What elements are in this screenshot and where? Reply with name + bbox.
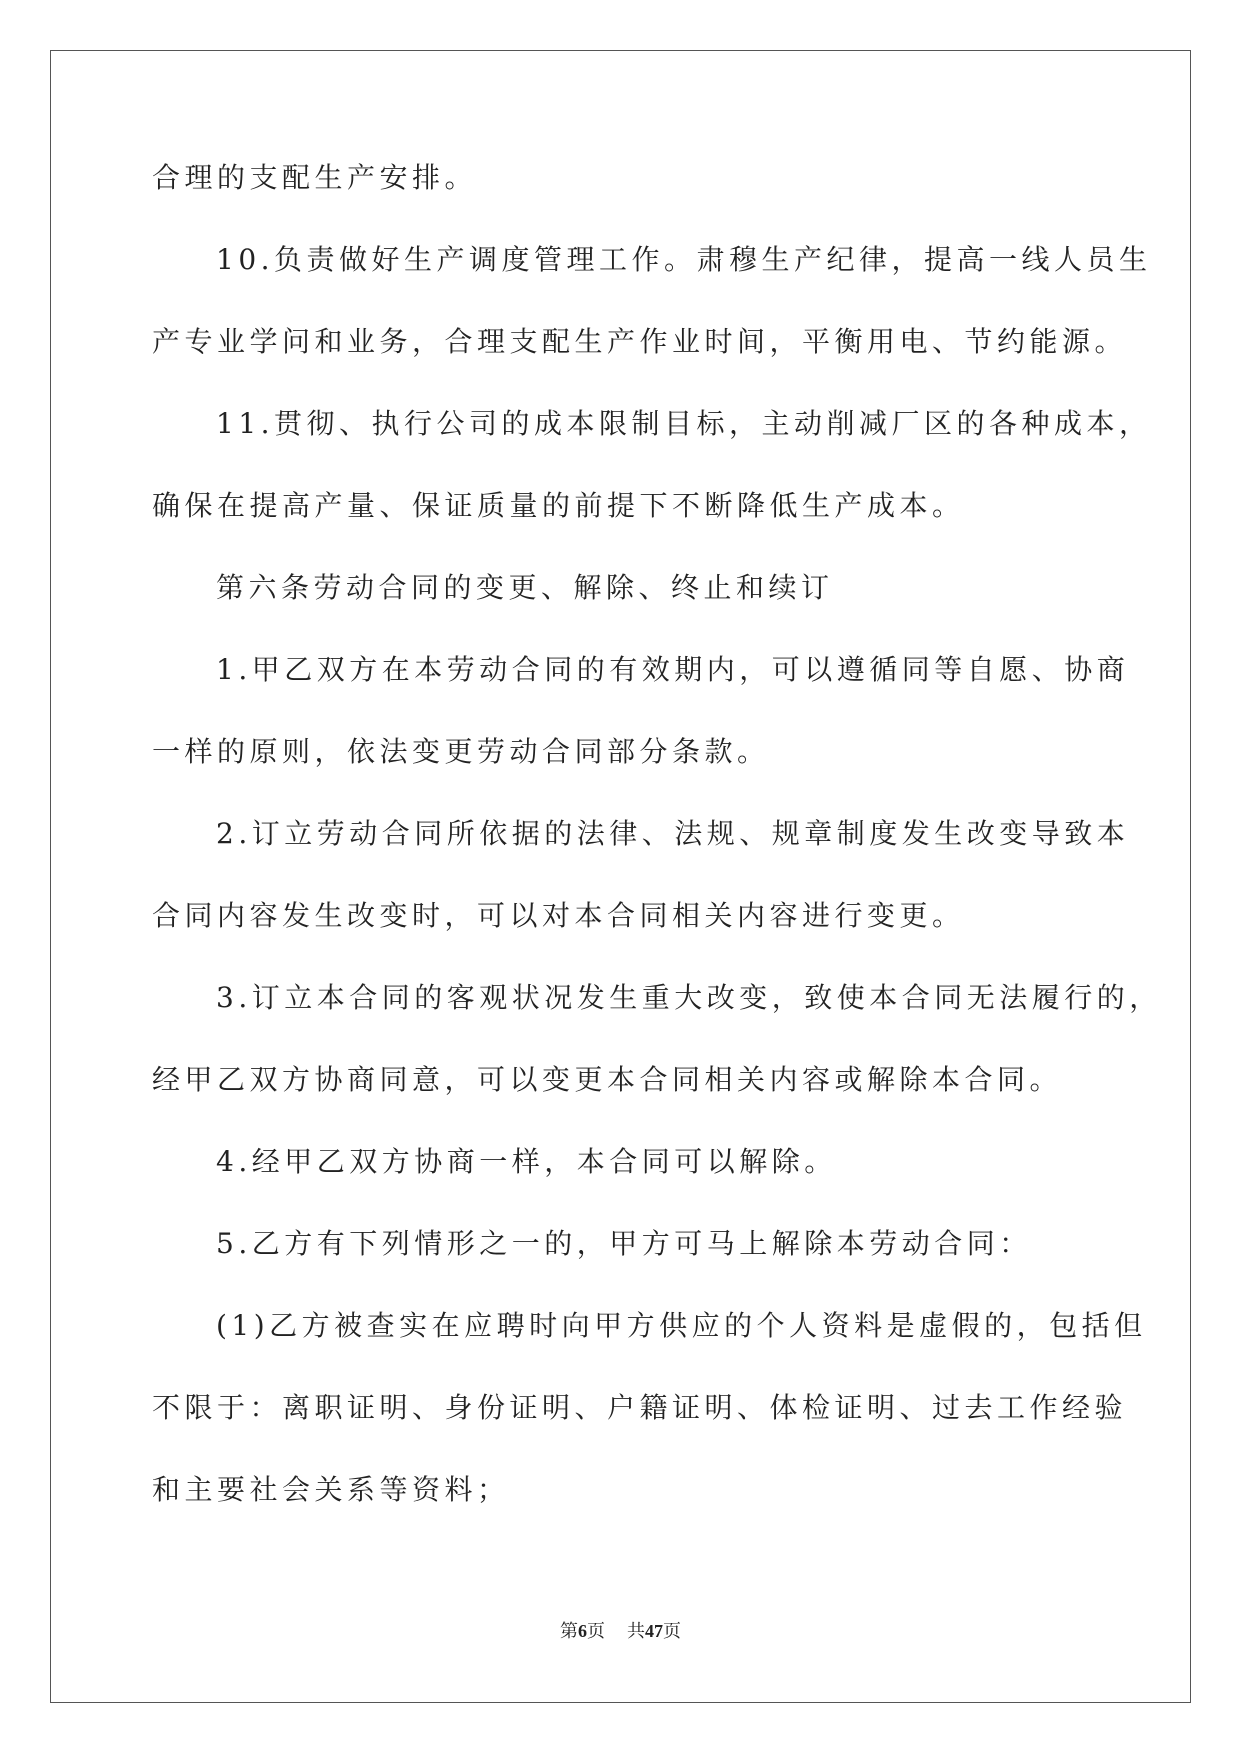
document-body: [152, 160, 1162, 1554]
text-line: 一样的原则，依法变更劳动合同部分条款。: [152, 735, 770, 768]
footer-page-suffix: 页: [587, 1621, 605, 1642]
text-line: 合同内容发生改变时，可以对本合同相关内容进行变更。: [152, 899, 965, 932]
text-line: 确保在提高产量、保证质量的前提下不断降低生产成本。: [152, 489, 965, 522]
text-line: 1.甲乙双方在本劳动合同的有效期内，可以遵循同等自愿、协商: [216, 653, 1130, 686]
text-line: 第六条劳动合同的变更、解除、终止和续订: [216, 571, 834, 604]
text-line: 和主要社会关系等资料；: [152, 1473, 510, 1506]
text-line: 2.订立劳动合同所依据的法律、法规、规章制度发生改变导致本: [216, 817, 1130, 850]
text-line: 11.贯彻、执行公司的成本限制目标，主动削减厂区的各种成本，: [216, 407, 1152, 440]
page-footer: [0, 1620, 1241, 1643]
text-line: 不限于：离职证明、身份证明、户籍证明、体检证明、过去工作经验: [152, 1391, 1128, 1424]
text-line: 产专业学问和业务，合理支配生产作业时间，平衡用电、节约能源。: [152, 325, 1128, 358]
footer-total-pages: 47: [645, 1621, 663, 1641]
footer-total-suffix: 页: [663, 1621, 681, 1642]
text-line: 4.经甲乙双方协商一样，本合同可以解除。: [216, 1145, 837, 1178]
footer-page-prefix: 第: [560, 1621, 578, 1642]
text-line: 经甲乙双方协商同意，可以变更本合同相关内容或解除本合同。: [152, 1063, 1063, 1096]
text-line: 合理的支配生产安排。: [152, 161, 478, 194]
footer-page-number: 6: [578, 1621, 587, 1641]
text-line: 10.负责做好生产调度管理工作。肃穆生产纪律，提高一线人员生: [216, 243, 1152, 276]
text-line: (1)乙方被查实在应聘时向甲方供应的个人资料是虚假的，包括但: [216, 1309, 1147, 1342]
text-line: 3.订立本合同的客观状况发生重大改变，致使本合同无法履行的，: [216, 981, 1162, 1014]
footer-total-prefix: 共: [627, 1621, 645, 1642]
text-line: 5.乙方有下列情形之一的，甲方可马上解除本劳动合同：: [216, 1227, 1032, 1260]
